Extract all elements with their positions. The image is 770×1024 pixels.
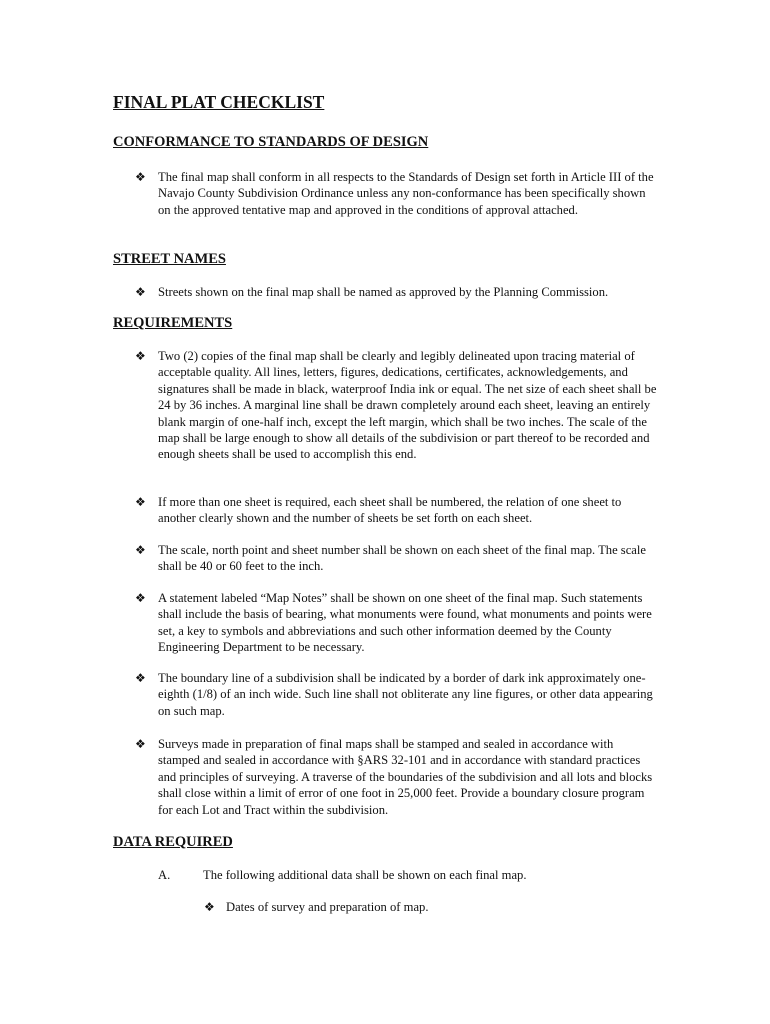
list-item-text: If more than one sheet is required, each sheet shall be numbered, the relation of one sheet to another clearly shown and the number of sheets be set forth on each sheet.: [158, 495, 622, 526]
lettered-item: [158, 867, 658, 883]
list-item-text: The final map shall conform in all respects to the Standards of Design set forth in Article III of the Navajo County Subdivision Ordinance unless any non-conformance has been specifically shown on the approved tentative map and approved in the conditions of approval attached.: [158, 170, 654, 217]
document-title: FINAL PLAT CHECKLIST: [113, 92, 325, 112]
diamond-bullet-icon: ❖: [135, 285, 146, 299]
diamond-bullet-icon: ❖: [204, 900, 215, 914]
diamond-bullet-icon: ❖: [135, 543, 146, 557]
diamond-bullet-icon: ❖: [135, 170, 146, 184]
list-item-text: The scale, north point and sheet number shall be shown on each sheet of the final map. The scale shall be 40 or 60 feet to the inch.: [158, 543, 646, 574]
list-item: [113, 542, 658, 575]
heading-data-required: DATA REQUIRED: [113, 834, 233, 850]
list-item-text: The boundary line of a subdivision shall be indicated by a border of dark ink approximately one-eighth (1/8) of an inch wide. Such line shall not obliterate any line figures, or other data appearing on such map.: [158, 671, 653, 718]
heading-requirements: REQUIREMENTS: [113, 315, 233, 331]
list-item-text: Streets shown on the final map shall be named as approved by the Planning Commission.: [158, 285, 609, 299]
diamond-bullet-icon: ❖: [135, 591, 146, 605]
list-item: [113, 494, 658, 527]
sub-list-item: [204, 899, 654, 915]
list-item: [113, 670, 658, 719]
diamond-bullet-icon: ❖: [135, 349, 146, 363]
list-item: [113, 284, 658, 300]
diamond-bullet-icon: ❖: [135, 495, 146, 509]
list-item-text: Surveys made in preparation of final maps shall be stamped and sealed in accordance with stamped and sealed in accordance with §ARS 32-101 and in accordance with standard practices and principles of surveying. A traverse of the boundaries of the subdivision and all lots and blocks shall close within a limit of error of one foot in 25,000 feet. Provide a boundary closure program for each Lot and Tract within the subdivision.: [158, 737, 653, 817]
list-item-text: Two (2) copies of the final map shall be clearly and legibly delineated upon tracing material of acceptable quality. All lines, letters, figures, dedications, certificates, acknowledgements, and signatures shall be made in black, waterproof India ink or equal. The net size of each sheet shall be 24 by 36 inches. A marginal line shall be drawn completely around each sheet, leaving an entirely blank margin of one-half inch, except the left margin, which shall be two inches. The scale of the map shall be large enough to show all details of the subdivision or part thereof to be recorded and enough sheets shall be used to accomplish this end.: [158, 349, 657, 462]
diamond-bullet-icon: ❖: [135, 737, 146, 751]
list-item: [113, 736, 658, 818]
diamond-bullet-icon: ❖: [135, 671, 146, 685]
list-item: [113, 590, 658, 656]
sub-list-item-text: Dates of survey and preparation of map.: [226, 900, 429, 914]
lettered-item-text: The following additional data shall be shown on each final map.: [203, 868, 527, 882]
item-letter: A.: [158, 868, 171, 882]
heading-street-names: STREET NAMES: [113, 251, 226, 267]
list-item-text: A statement labeled “Map Notes” shall be shown on one sheet of the final map. Such statements shall include the basis of bearing, what monuments were found, what monuments and points were set, a key to symbols and abbreviations and such other information deemed by the County Engineering Department to be necessary.: [158, 591, 652, 655]
list-item: [113, 348, 658, 463]
list-item: [113, 169, 658, 218]
heading-conformance: CONFORMANCE TO STANDARDS OF DESIGN: [113, 134, 429, 150]
